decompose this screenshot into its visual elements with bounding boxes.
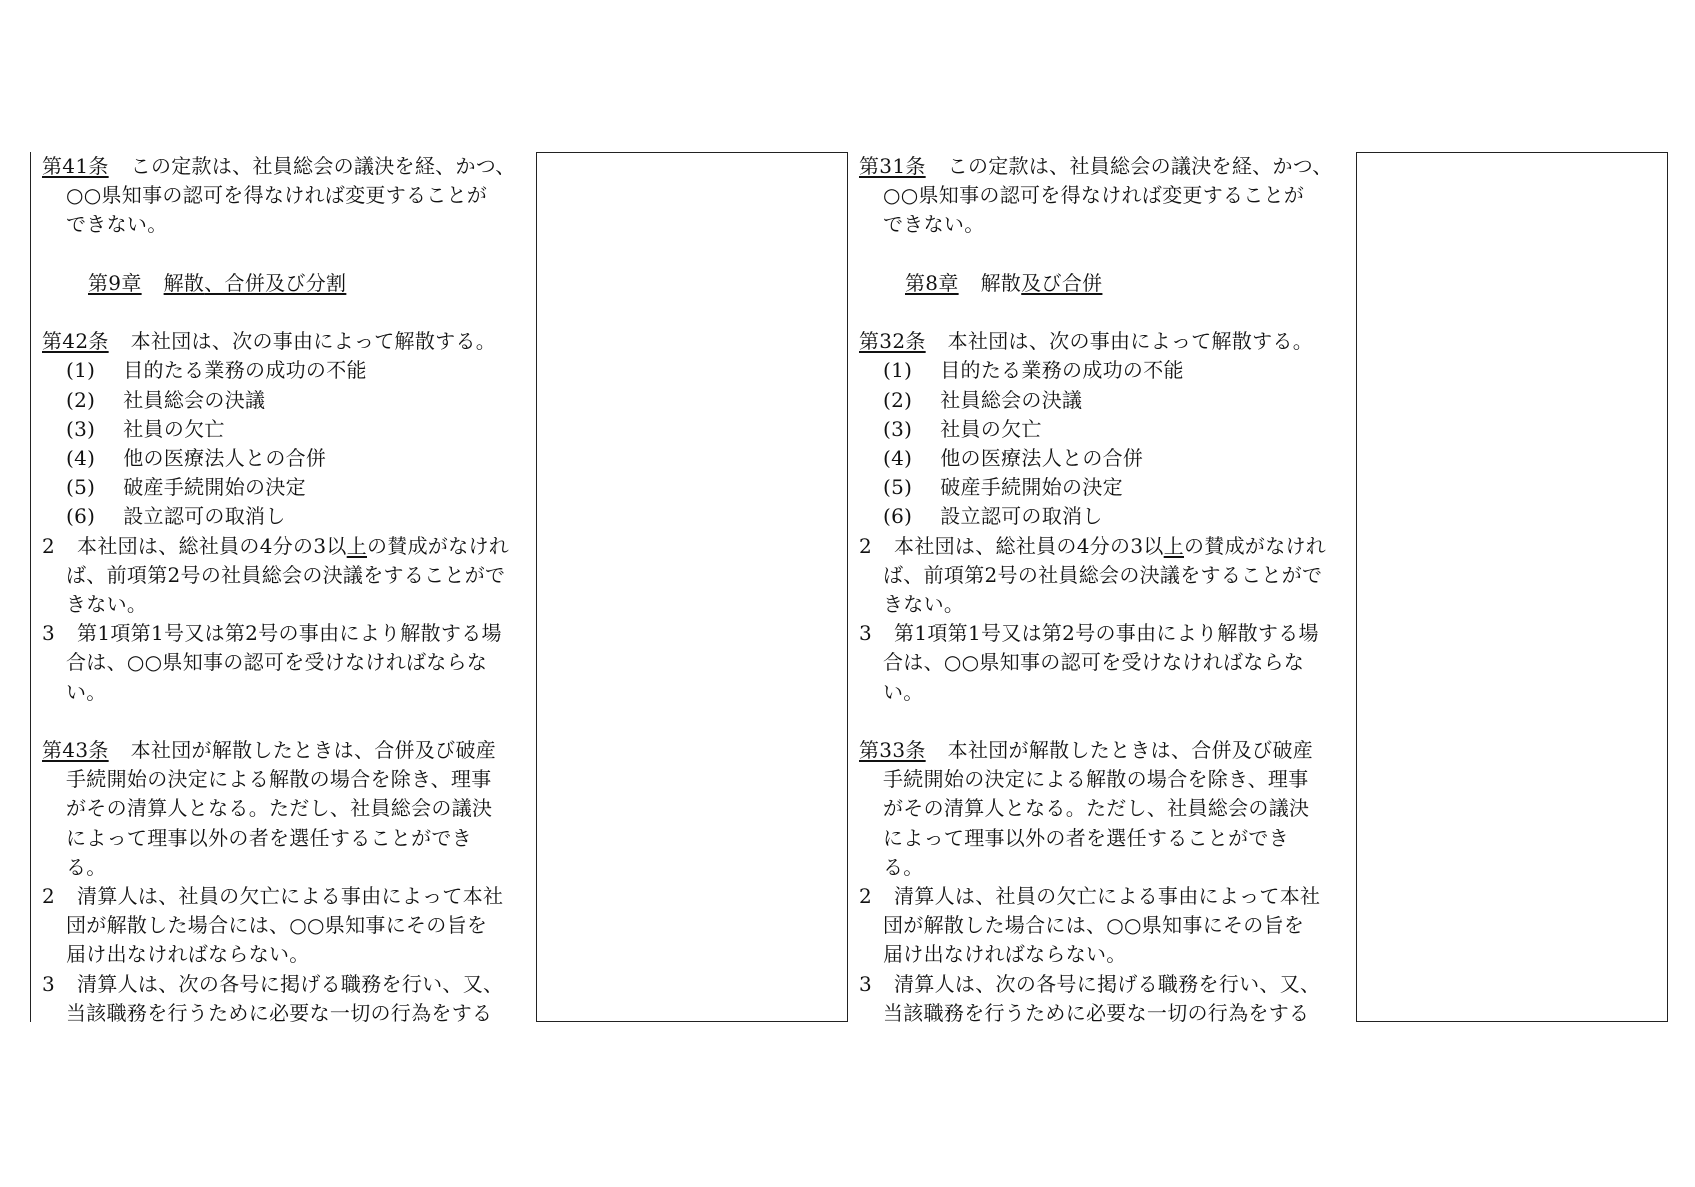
- chapter-heading: 第9章 解散、合併及び分割: [88, 270, 347, 295]
- article-41: 第41条 この定款は、社員総会の議決を経、かつ、: [42, 154, 516, 178]
- article-number: 第33条: [859, 738, 926, 763]
- list-item: (5) 破産手続開始の決定: [66, 475, 306, 500]
- left-text-column: 第41条 この定款は、社員総会の議決を経、かつ、 ○○県知事の認可を得なければ変更することが できない。 第9章 解散、合併及び分割 第42条 本社団は、次の事由によって解散する。 (1) 目的たる業務の成功の不能 (2) 社員総会の決議 (3) 社員の欠亡 (4) 他の医療法人との合併 (5) 破産手続開始の決定 (6) 設立認可の取消し 2 本社団は、総社員の4分の3以上の賛成がなけれ ば、前項第2号の社員総会の決議をすることがで きない。 3 第1項第1号又は第2号の事由により解散する場 合は、○○県知事の認可を受けなければならな い。 第43条 本社団が解散したときは、合併及び破産 手続開始の決定による解散の場合を除き、理事 がその清算人となる。ただし、社員総会の議決 によって理事以外の者を選任することができ る。 2 清算人は、社員の欠亡による事由によって本社 団が解散した場合には、○○県知事にその旨を 届け出なければならない。 3 清算人は、次の各号に掲げる職務を行い、又、 当該職務を行うために必要な一切の行為をする: [30, 152, 536, 1022]
- right-text-column: 第31条 この定款は、社員総会の議決を経、かつ、 ○○県知事の認可を得なければ変更することが できない。 第8章 解散及び合併 第32条 本社団は、次の事由によって解散する。 (1) 目的たる業務の成功の不能 (2) 社員総会の決議 (3) 社員の欠亡 (4) 他の医療法人との合併 (5) 破産手続開始の決定 (6) 設立認可の取消し 2 本社団は、総社員の4分の3以上の賛成がなけれ ば、前項第2号の社員総会の決議をすることがで きない。 3 第1項第1号又は第2号の事由により解散する場 合は、○○県知事の認可を受けなければならな い。 第33条 本社団が解散したときは、合併及び破産 手続開始の決定による解散の場合を除き、理事 がその清算人となる。ただし、社員総会の議決 によって理事以外の者を選任することができ る。 2 清算人は、社員の欠亡による事由によって本社 団が解散した場合には、○○県知事にその旨を 届け出なければならない。 3 清算人は、次の各号に掲げる職務を行い、又、 当該職務を行うために必要な一切の行為をする: [848, 152, 1356, 1022]
- list-item: (3) 社員の欠亡: [883, 416, 1042, 441]
- list-item: (6) 設立認可の取消し: [66, 504, 286, 529]
- paragraph-3: 3 第1項第1号又は第2号の事由により解散する場: [859, 621, 1319, 646]
- paragraph-3: 3 第1項第1号又は第2号の事由により解散する場: [42, 621, 502, 646]
- article-number: 第32条: [859, 329, 926, 354]
- list-item: (4) 他の医療法人との合併: [883, 446, 1144, 470]
- paragraph-2: 2 本社団は、総社員の4分の3以上の賛成がなけれ: [859, 533, 1327, 558]
- article-number: 第41条: [42, 154, 109, 178]
- chapter-heading: 第8章 解散及び合併: [905, 270, 1103, 295]
- article-32: 第32条 本社団は、次の事由によって解散する。: [859, 329, 1314, 354]
- list-item: (1) 目的たる業務の成功の不能: [66, 358, 367, 383]
- left-remarks-box: [536, 152, 848, 1022]
- paragraph-2: 2 清算人は、社員の欠亡による事由によって本社: [859, 884, 1321, 909]
- list-item: (5) 破産手続開始の決定: [883, 475, 1123, 500]
- list-item: (6) 設立認可の取消し: [883, 504, 1103, 529]
- article-number: 第42条: [42, 329, 109, 354]
- article-31: 第31条 この定款は、社員総会の議決を経、かつ、: [859, 154, 1333, 178]
- list-item: (3) 社員の欠亡: [66, 416, 225, 441]
- article-43: 第43条 本社団が解散したときは、合併及び破産: [42, 738, 497, 763]
- paragraph-2: 2 清算人は、社員の欠亡による事由によって本社: [42, 884, 504, 909]
- list-item: (1) 目的たる業務の成功の不能: [883, 358, 1184, 383]
- paragraph-3: 3 清算人は、次の各号に掲げる職務を行い、又、: [859, 971, 1321, 996]
- paragraph-3: 3 清算人は、次の各号に掲げる職務を行い、又、: [42, 971, 504, 996]
- list-item: (2) 社員総会の決議: [883, 387, 1083, 412]
- right-remarks-box: [1356, 152, 1668, 1022]
- article-33: 第33条 本社団が解散したときは、合併及び破産: [859, 738, 1314, 763]
- article-number: 第43条: [42, 738, 109, 763]
- article-42: 第42条 本社団は、次の事由によって解散する。: [42, 329, 497, 354]
- article-number: 第31条: [859, 154, 926, 178]
- list-item: (2) 社員総会の決議: [66, 387, 266, 412]
- paragraph-2: 2 本社団は、総社員の4分の3以上の賛成がなけれ: [42, 533, 510, 558]
- list-item: (4) 他の医療法人との合併: [66, 446, 327, 470]
